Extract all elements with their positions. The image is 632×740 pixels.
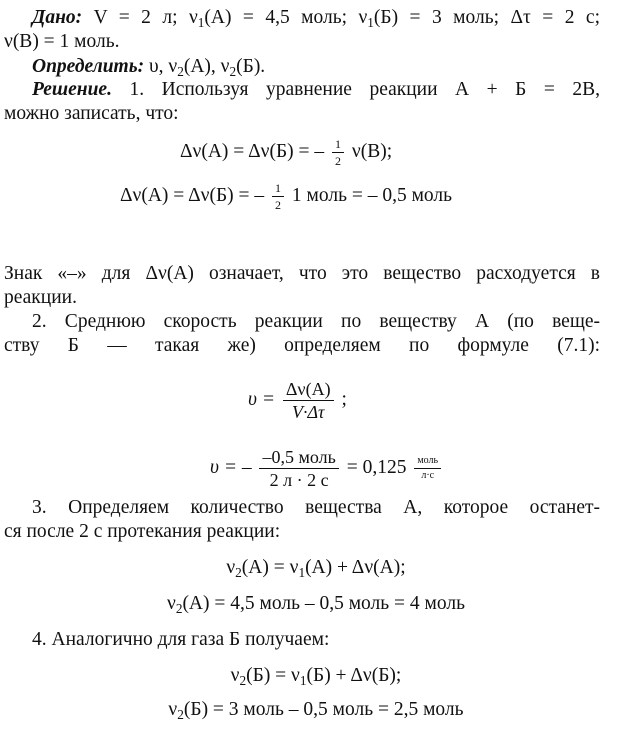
solution-line-2: можно записать, что: bbox=[4, 103, 179, 124]
find-label: Определить: bbox=[32, 56, 145, 77]
rate-formula-fraction bbox=[283, 380, 334, 421]
equation-3: $\nu_2(А) = \nu_1(А) + \Delta\nu(А)$; bbox=[226, 557, 406, 581]
equation-2-fraction-den: 2 bbox=[272, 196, 284, 211]
equation-2 bbox=[120, 182, 452, 211]
step4-line: 4. Аналогично для газа Б получаем: bbox=[32, 629, 330, 650]
equation-5: $\nu_2(Б) = \nu_1(Б) + \Delta\nu(Б)$; bbox=[230, 665, 402, 689]
step2-line-1: 2. Среднюю скорость реакции по веществу А (по веще- bbox=[32, 311, 600, 332]
find-line bbox=[32, 55, 265, 79]
note-line-1: Знак «–» для Δν(А) означает, что это вещество расходуется в bbox=[4, 263, 600, 284]
find-values: υ, $\nu_2(А)$, $\nu_2(Б)$. bbox=[149, 56, 266, 80]
note-line-2: реакции. bbox=[4, 287, 77, 308]
solution-label: Решение. bbox=[32, 79, 112, 100]
equation-1-fraction-den: 2 bbox=[332, 152, 344, 167]
rate-formula-num: Δν(А) bbox=[285, 379, 331, 399]
equation-6: $\nu_2(Б) = 3$ моль – 0,5 моль = 2,5 моль bbox=[168, 699, 464, 723]
given-label: Дано: bbox=[32, 7, 83, 28]
rate-formula-end: ; bbox=[341, 388, 347, 410]
given-line-1 bbox=[32, 6, 600, 30]
equation-4: $\nu_2(А) = 4,5$ моль – 0,5 моль = 4 моль bbox=[166, 593, 465, 617]
equation-2-left: Δν(А) = Δν(Б) = – bbox=[120, 184, 265, 206]
rate-calc-num: –0,5 моль bbox=[262, 447, 336, 467]
solution-step1-text: 1. Используя уравнение реакции А + Б = 2В, bbox=[129, 79, 601, 100]
equation-2-right: 1 моль = – 0,5 моль bbox=[291, 184, 453, 206]
step2-line-2: ству Б — такая же) определяем по формуле (7.1): bbox=[4, 335, 600, 356]
rate-formula-lhs: υ = bbox=[248, 388, 275, 410]
equation-2-fraction-num: 1 bbox=[275, 181, 282, 195]
step3-line-1: 3. Определяем количество вещества А, которое останет- bbox=[32, 497, 600, 518]
equation-1-left: Δν(А) = Δν(Б) = – bbox=[180, 140, 325, 162]
given-values: V = 2 л; $\nu_1(А) = 4,5$ моль; $\nu_1(Б) = 3$ моль; Δτ = 2 с; bbox=[93, 7, 600, 31]
rate-calc-den: 2 л · 2 с bbox=[259, 468, 338, 489]
rate-calc-unit bbox=[414, 456, 441, 481]
rate-calc-fraction bbox=[259, 448, 338, 489]
rate-formula-den: V·Δτ bbox=[283, 400, 334, 421]
rate-calc-result: = 0,125 bbox=[346, 456, 407, 478]
equation-1-right: ν(В); bbox=[351, 140, 393, 162]
equation-1-fraction bbox=[332, 138, 344, 167]
rate-calculation bbox=[210, 448, 444, 489]
rate-calc-unit-den: л·с bbox=[414, 468, 441, 481]
rate-calc-unit-num: моль bbox=[417, 455, 439, 466]
equation-1 bbox=[180, 138, 392, 167]
rate-formula bbox=[248, 380, 347, 421]
given-line-2: ν(В) = 1 моль. bbox=[4, 31, 120, 52]
equation-2-fraction bbox=[272, 182, 284, 211]
solution-line-1 bbox=[32, 78, 600, 102]
step3-line-2: ся после 2 с протекания реакции: bbox=[4, 521, 281, 542]
rate-calc-lhs: υ = – bbox=[210, 456, 252, 478]
equation-1-fraction-num: 1 bbox=[335, 137, 342, 151]
